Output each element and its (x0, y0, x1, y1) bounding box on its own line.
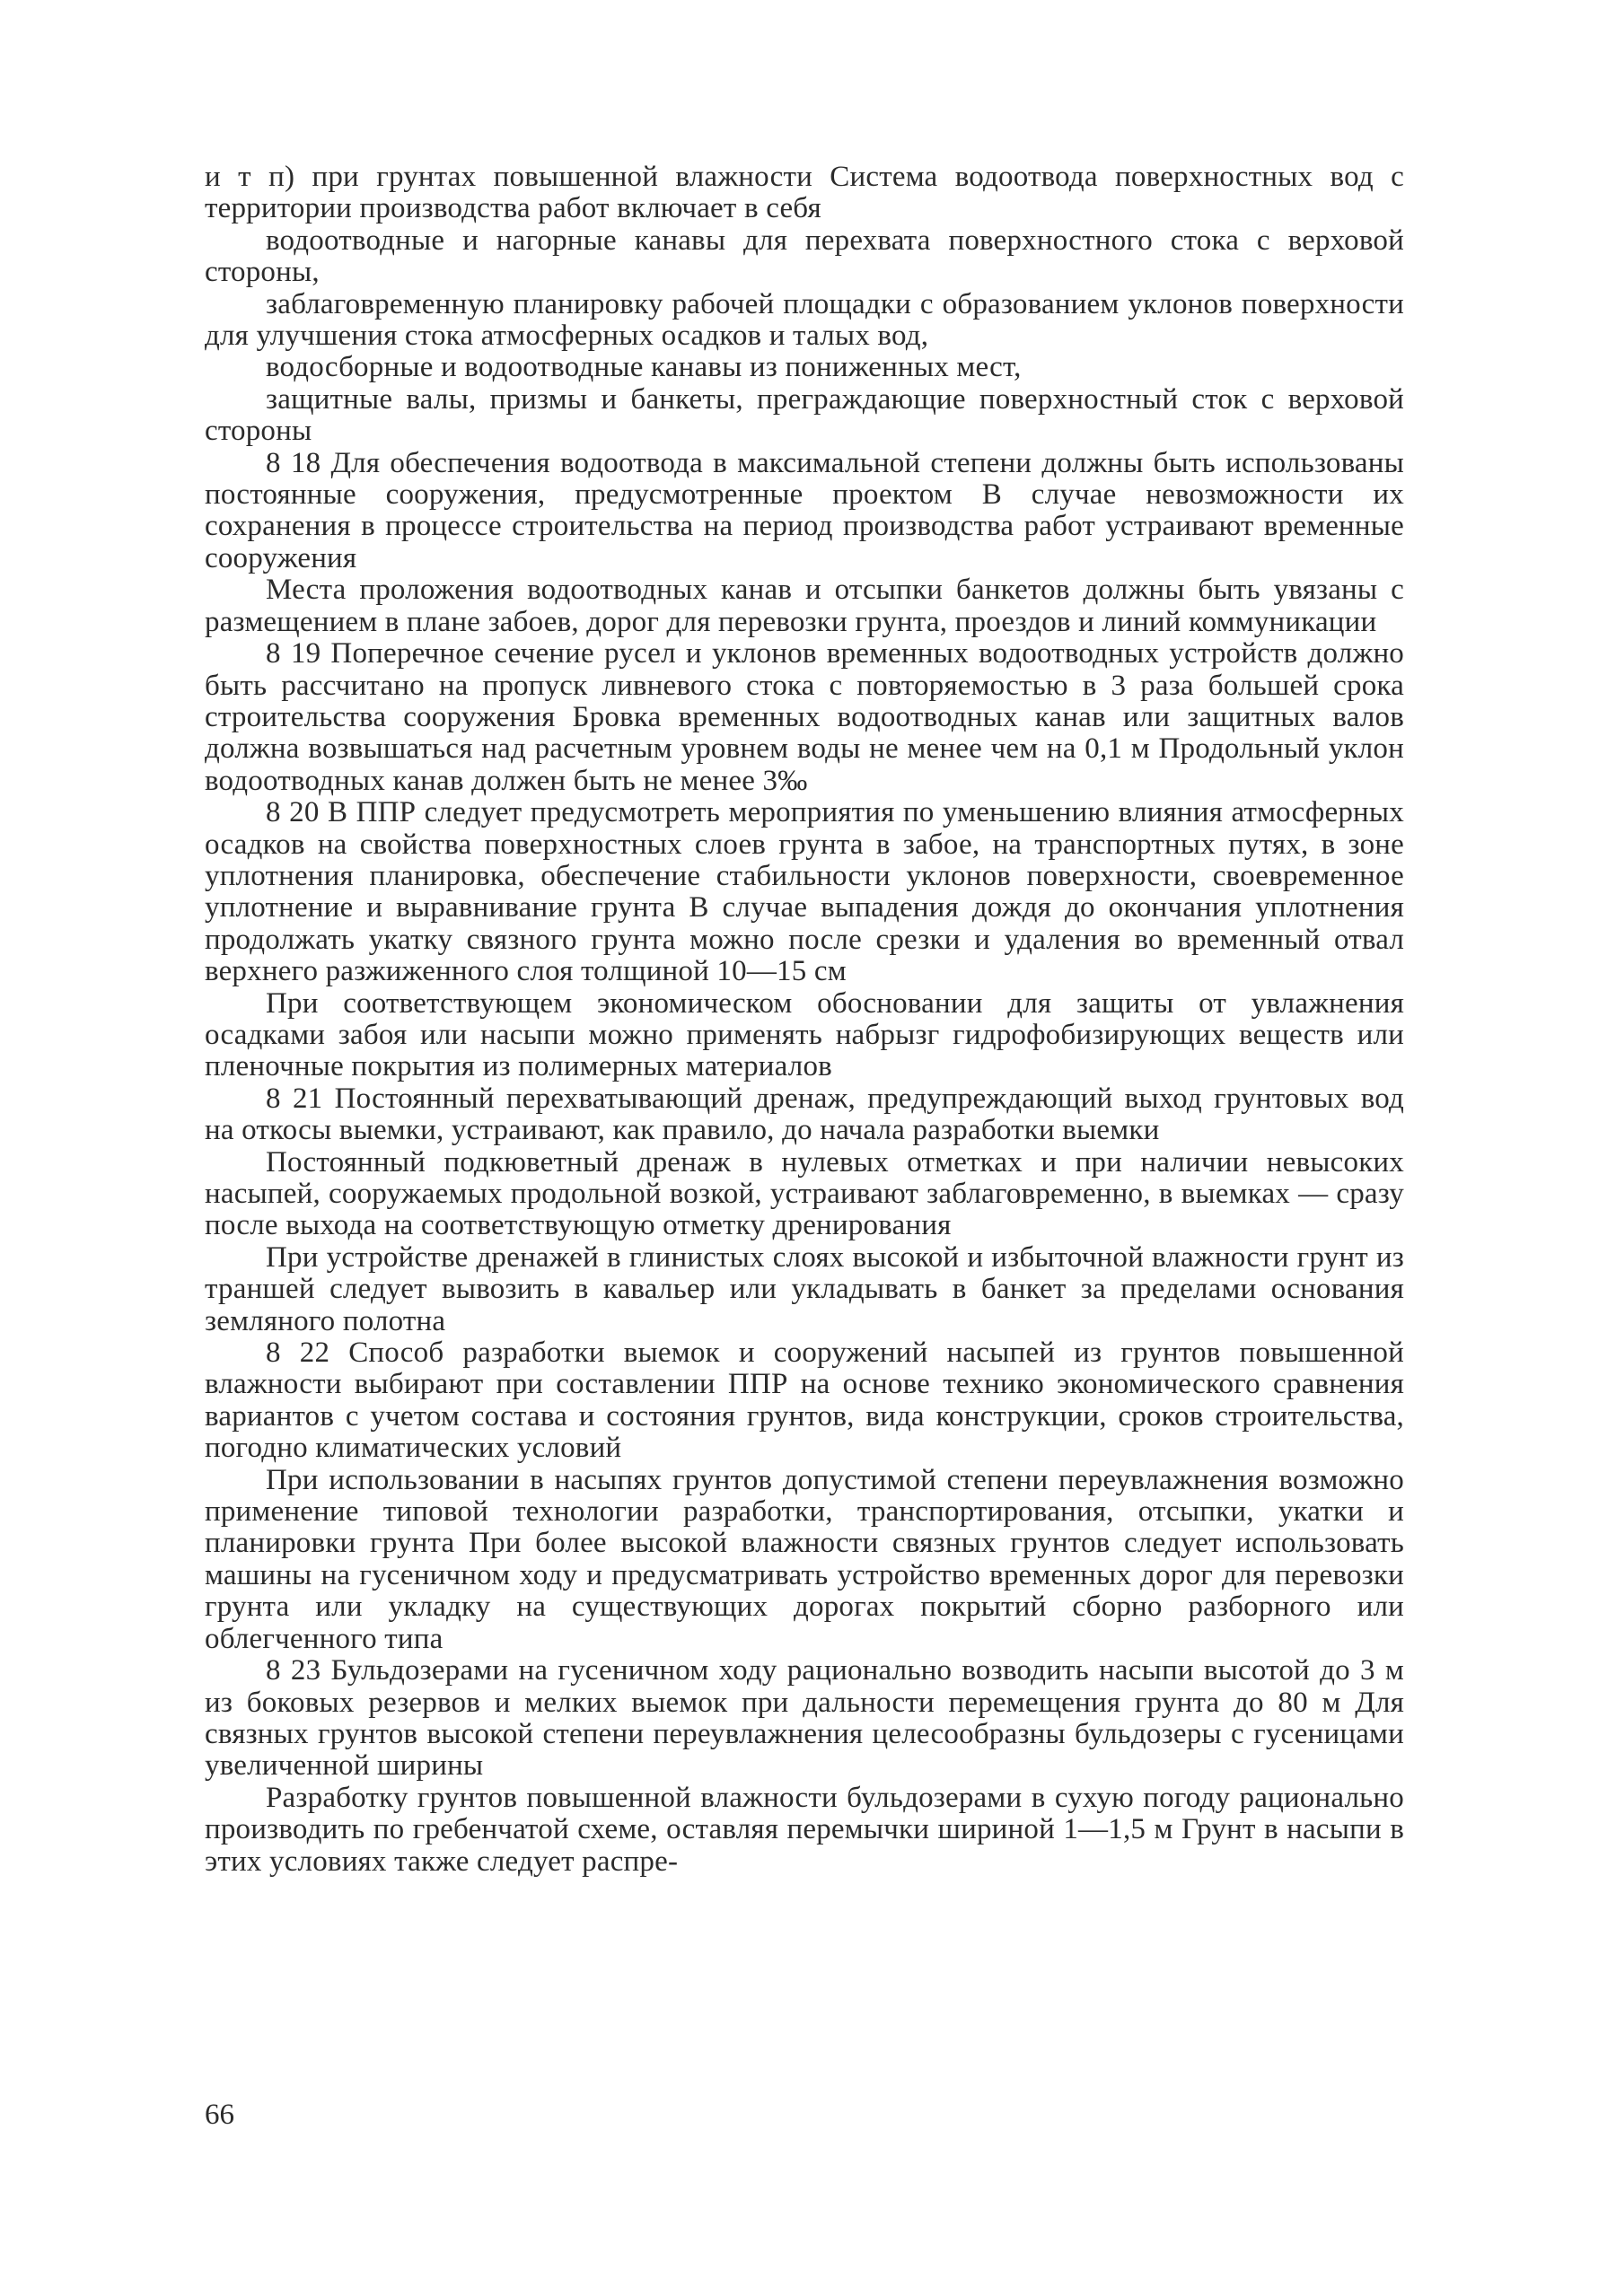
paragraph: При устройстве дренажей в глинистых слоях высокой и избыточной влажности грунт из траншей следует вывозить в кавальер или укладывать в банкет за пределами основания земляного полотна (205, 1240, 1404, 1337)
paragraph: заблаговременную планировку рабочей площадки с образованием уклонов поверхности для улучшения стока атмосферных осадков и талых вод, (205, 287, 1404, 353)
paragraph: 8 20 В ППР следует предусмотреть мероприятия по уменьшению влияния атмосферных осадков на свойства поверхностных слоев грунта в забое, на транспортных путях, в зоне уплотнения планировка, обеспечение стабильности уклонов поверхности, своевременное уплотнение и выравнивание грунта В случае выпадения дождя до окончания уплотнения продолжать укатку связного грунта можно после срезки и удаления во временный отвал верхнего разжиженного слоя толщиной 10—15 см (205, 796, 1404, 988)
paragraph: водоотводные и нагорные канавы для перехвата поверхностного стока с верховой стороны, (205, 223, 1404, 289)
paragraph: При использовании в насыпях грунтов допустимой степени переувлажнения возможно применение типовой технологии разработки, транспортирования, отсыпки, укатки и планировки грунта При более высокой влажности связных грунтов следует использовать машины на гусеничном ходу и предусматривать устройство временных дорог для перевозки грунта или укладку на существующих дорогах покрытий сборно разборного или облегченного типа (205, 1463, 1404, 1655)
paragraph: защитные валы, призмы и банкеты, преграждающие поверхностный сток с верховой стороны (205, 382, 1404, 448)
paragraph: и т п) при грунтах повышенной влажности Система водоотвода поверхностных вод с территории производства работ включает в себя (205, 161, 1404, 225)
page-body-text (205, 162, 1404, 1878)
paragraph: Постоянный подкюветный дренаж в нулевых отметках и при наличии невысоких насыпей, сооружаемых продольной возкой, устраивают заблаговременно, в выемках — сразу после выхода на соответствующую отметку дренирования (205, 1145, 1404, 1242)
paragraph: 8 21 Постоянный перехватывающий дренаж, предупреждающий выход грунтовых вод на откосы выемки, устраивают, как правило, до начала разработки выемки (205, 1082, 1404, 1147)
paragraph: При соответствующем экономическом обосновании для защиты от увлажнения осадками забоя или насыпи можно применять набрызг гидрофобизирующих веществ или пленочные покрытия из полимерных материалов (205, 986, 1404, 1083)
paragraph: 8 23 Бульдозерами на гусеничном ходу рационально возводить насыпи высотой до 3 м из боковых резервов и мелких выемок при дальности перемещения грунта до 80 м Для связных грунтов высокой степени переувлажнения целесообразны бульдозеры с гусеницами увеличенной ширины (205, 1654, 1404, 1783)
page-number: 66 (205, 2099, 234, 2131)
paragraph: 8 19 Поперечное сечение русел и уклонов временных водоотводных устройств должно быть рассчитано на пропуск ливневого стока с повторяемостью в 3 раза большей срока строительства сооружения Бровка временных водоотводных канав или защитных валов должна возвышаться над расчетным уровнем воды не менее чем на 0,1 м Продольный уклон водоотводных канав должен быть не менее 3‰ (205, 637, 1404, 797)
paragraph: 8 22 Способ разработки выемок и сооружений насыпей из грунтов повышенной влажности выбирают при составлении ППР на основе технико экономического сравнения вариантов с учетом состава и состояния грунтов, вида конструкции, сроков строительства, погодно климатических условий (205, 1336, 1404, 1465)
paragraph: 8 18 Для обеспечения водоотвода в максимальной степени должны быть использованы постоянные сооружения, предусмотренные проектом В случае невозможности их сохранения в процессе строительства на период производства работ устраивают временные сооружения (205, 446, 1404, 574)
paragraph: Разработку грунтов повышенной влажности бульдозерами в сухую погоду рационально производить по гребенчатой схеме, оставляя перемычки шириной 1—1,5 м Грунт в насыпи в этих условиях также следует распре- (205, 1781, 1404, 1878)
paragraph: водосборные и водоотводные канавы из пониженных мест, (266, 351, 1022, 384)
paragraph: Места проложения водоотводных канав и отсыпки банкетов должны быть увязаны с размещением в плане забоев, дорог для перевозки грунта, проездов и линий коммуникации (205, 574, 1404, 638)
